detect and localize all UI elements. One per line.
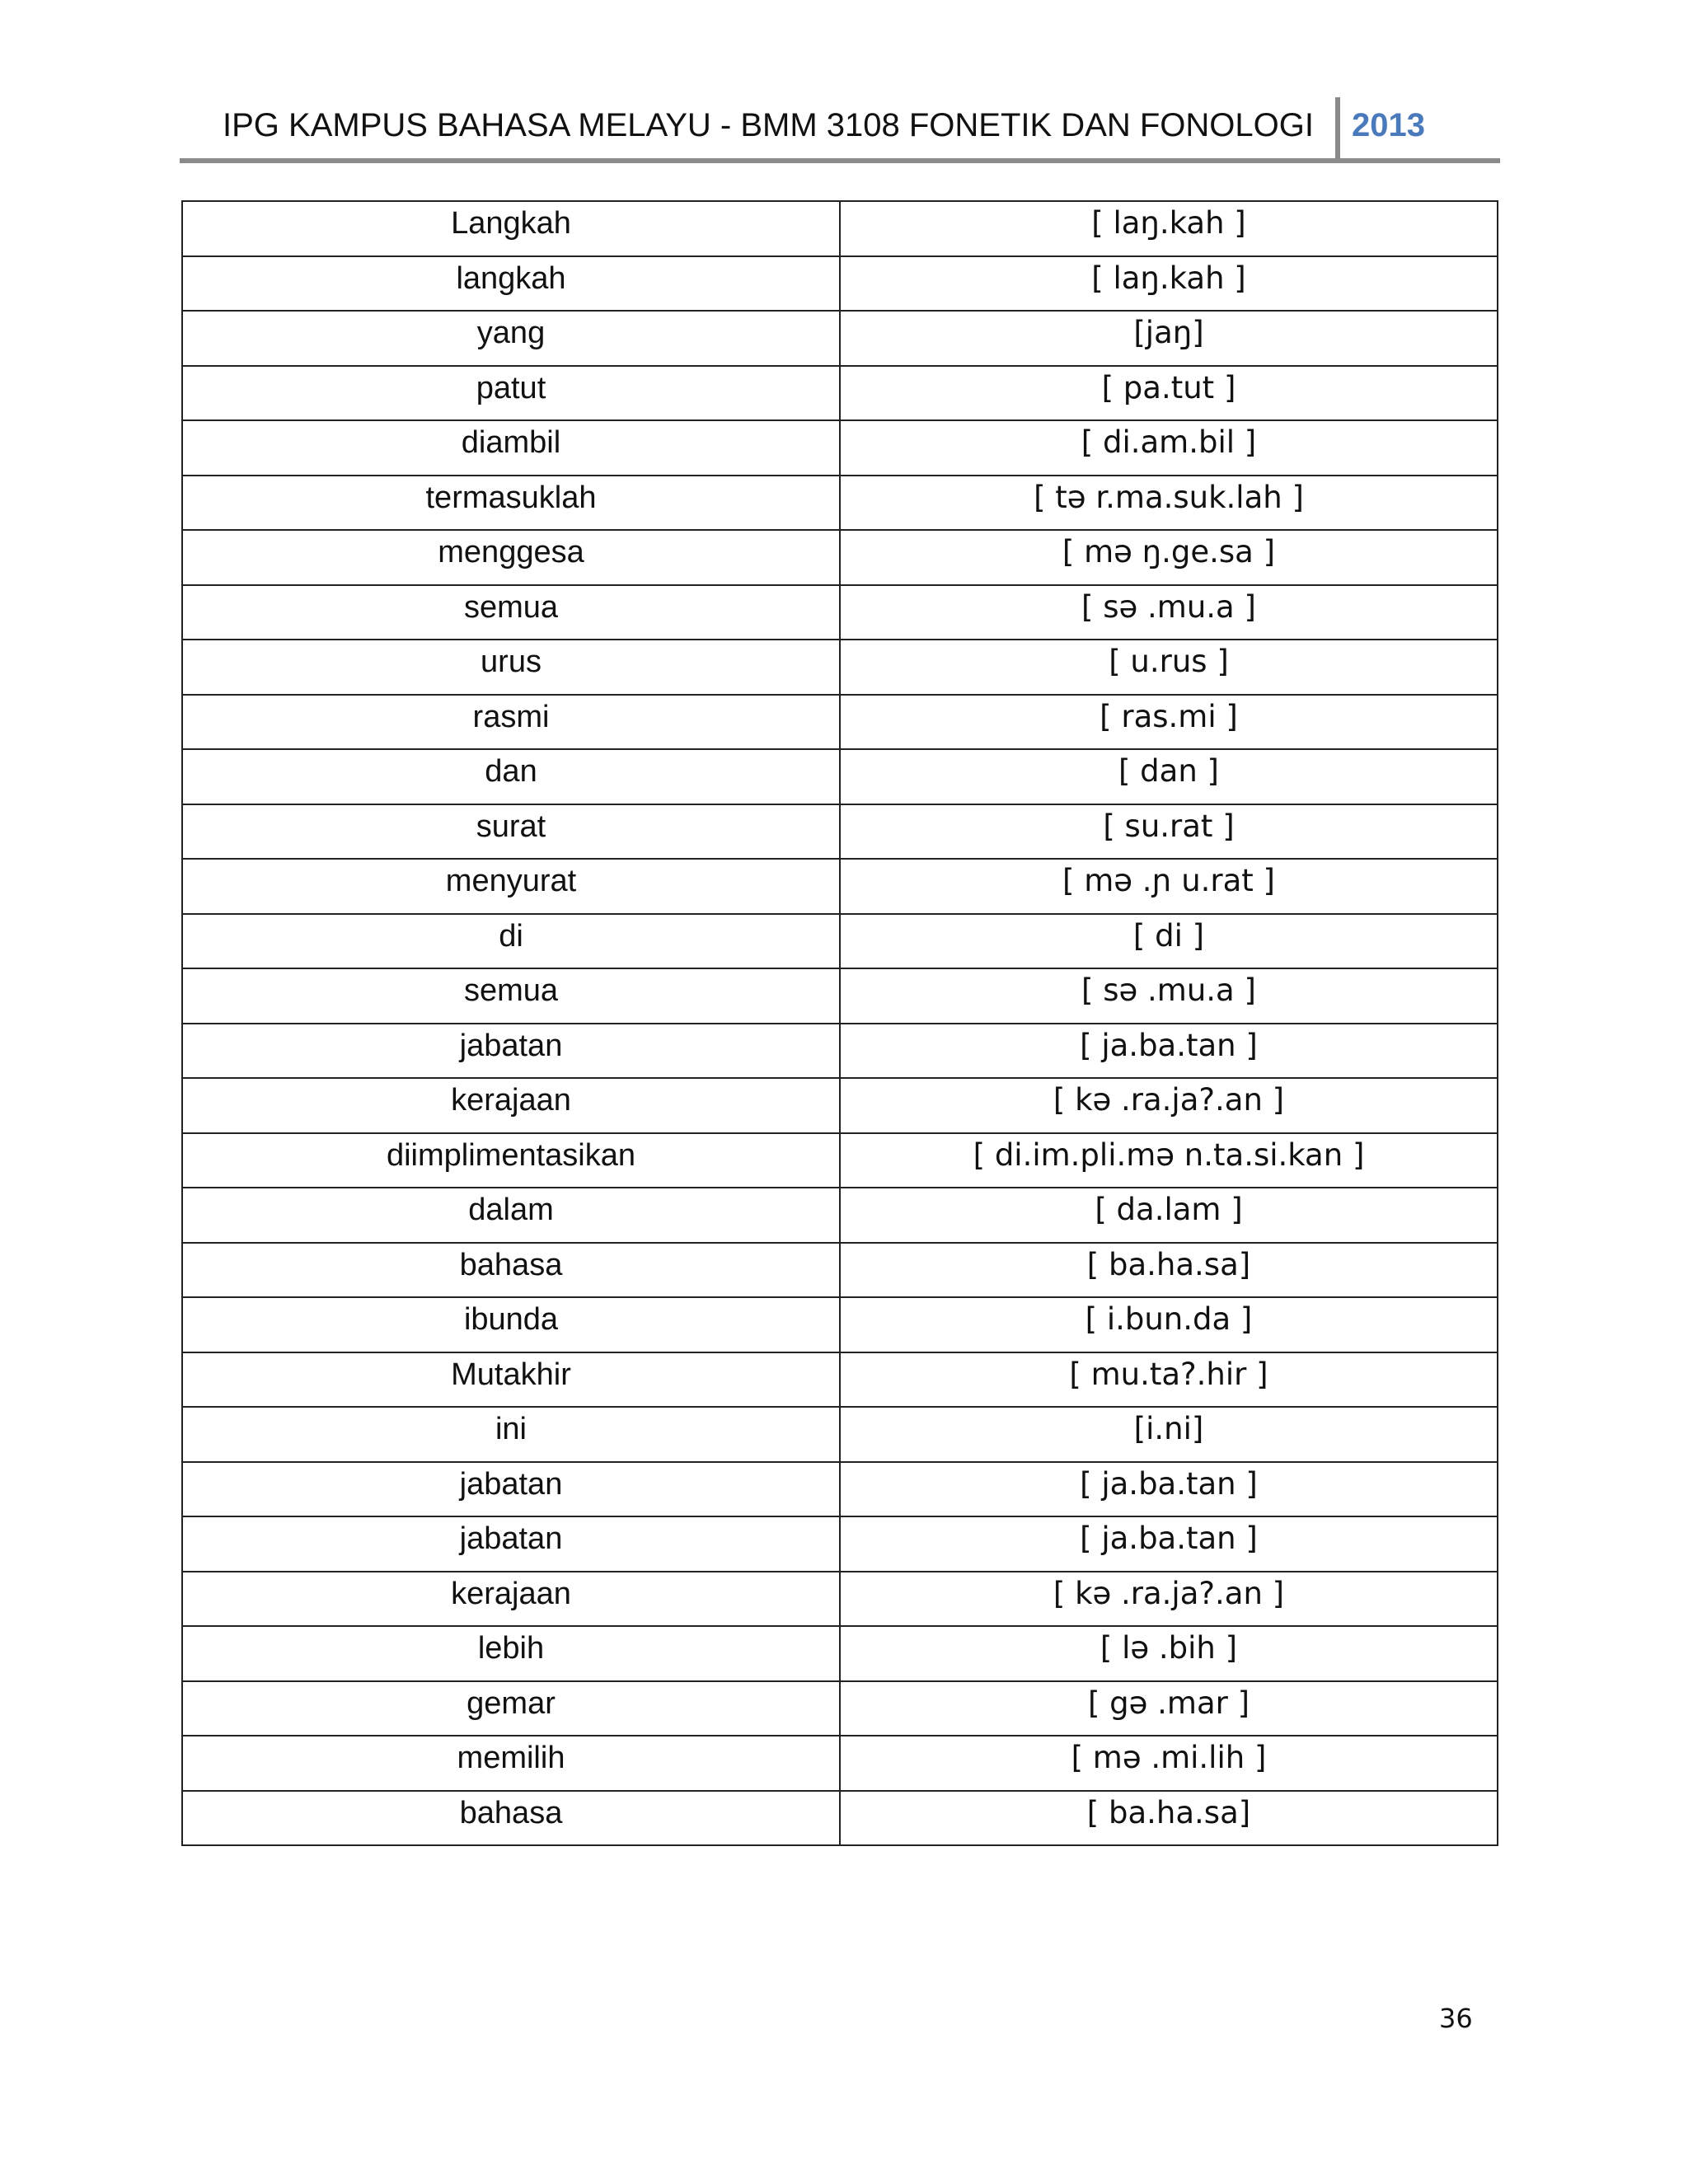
word-cell: Mutakhir (182, 1352, 840, 1408)
word-cell: dalam (182, 1188, 840, 1243)
transcription-cell: [ ba.ha.sa] (840, 1243, 1498, 1298)
word-cell: lebih (182, 1626, 840, 1681)
table-row (182, 1407, 1498, 1462)
transcription-cell: [i.ni] (840, 1407, 1498, 1462)
transcription-cell: [ mə ŋ.ge.sa ] (840, 530, 1498, 585)
word-cell: ibunda (182, 1297, 840, 1352)
word-cell: semua (182, 968, 840, 1024)
table-row (182, 1626, 1498, 1681)
transcription-cell: [ di ] (840, 914, 1498, 969)
transcription-cell: [ sə .mu.a ] (840, 968, 1498, 1024)
transcription-table (181, 200, 1498, 1846)
table-row (182, 1516, 1498, 1572)
transcription-cell: [ kə .ra.ja?.an ] (840, 1078, 1498, 1133)
word-cell: dan (182, 749, 840, 804)
table-row (182, 530, 1498, 585)
word-cell: kerajaan (182, 1572, 840, 1627)
word-cell: ini (182, 1407, 840, 1462)
transcription-cell: [ lə .bih ] (840, 1626, 1498, 1681)
transcription-cell: [ gə .mar ] (840, 1681, 1498, 1736)
word-cell: patut (182, 366, 840, 421)
document-year: 2013 (1352, 107, 1425, 143)
table-row (182, 1791, 1498, 1846)
transcription-table-container (181, 200, 1498, 1846)
word-cell: diimplimentasikan (182, 1133, 840, 1188)
page-header (180, 97, 1500, 163)
table-row (182, 1078, 1498, 1133)
table-row (182, 1297, 1498, 1352)
transcription-cell: [ su.rat ] (840, 804, 1498, 860)
word-cell: termasuklah (182, 476, 840, 531)
table-row (182, 201, 1498, 256)
transcription-cell: [ dan ] (840, 749, 1498, 804)
word-cell: jabatan (182, 1516, 840, 1572)
table-row (182, 1736, 1498, 1791)
table-row (182, 1352, 1498, 1408)
transcription-cell: [ ja.ba.tan ] (840, 1516, 1498, 1572)
word-cell: bahasa (182, 1243, 840, 1298)
table-row (182, 366, 1498, 421)
word-cell: gemar (182, 1681, 840, 1736)
transcription-cell: [ pa.tut ] (840, 366, 1498, 421)
table-row (182, 311, 1498, 366)
table-row (182, 695, 1498, 750)
table-row (182, 476, 1498, 531)
transcription-cell: [ u.rus ] (840, 640, 1498, 695)
transcription-cell: [ sə .mu.a ] (840, 585, 1498, 640)
table-row (182, 1243, 1498, 1298)
table-row (182, 1681, 1498, 1736)
transcription-cell: [ mə .mi.lih ] (840, 1736, 1498, 1791)
page-number: 36 (1439, 2003, 1473, 2034)
word-cell: surat (182, 804, 840, 860)
table-row (182, 1462, 1498, 1517)
table-row (182, 859, 1498, 914)
word-cell: menggesa (182, 530, 840, 585)
table-row (182, 804, 1498, 860)
word-cell: memilih (182, 1736, 840, 1791)
header-divider (1335, 97, 1340, 158)
word-cell: diambil (182, 420, 840, 476)
word-cell: jabatan (182, 1024, 840, 1079)
transcription-cell: [ da.lam ] (840, 1188, 1498, 1243)
transcription-cell: [ laŋ.kah ] (840, 256, 1498, 312)
table-row (182, 914, 1498, 969)
word-cell: kerajaan (182, 1078, 840, 1133)
table-row (182, 420, 1498, 476)
word-cell: yang (182, 311, 840, 366)
table-row (182, 585, 1498, 640)
transcription-cell: [ ja.ba.tan ] (840, 1462, 1498, 1517)
table-row (182, 256, 1498, 312)
word-cell: semua (182, 585, 840, 640)
word-cell: langkah (182, 256, 840, 312)
transcription-cell: [ ja.ba.tan ] (840, 1024, 1498, 1079)
transcription-cell: [ i.bun.da ] (840, 1297, 1498, 1352)
transcription-cell: [jaŋ] (840, 311, 1498, 366)
word-cell: bahasa (182, 1791, 840, 1846)
transcription-table-body (182, 201, 1498, 1845)
word-cell: jabatan (182, 1462, 840, 1517)
transcription-cell: [ di.am.bil ] (840, 420, 1498, 476)
transcription-cell: [ mu.ta?.hir ] (840, 1352, 1498, 1408)
table-row (182, 749, 1498, 804)
word-cell: menyurat (182, 859, 840, 914)
transcription-cell: [ mə .ɲ u.rat ] (840, 859, 1498, 914)
transcription-cell: [ di.im.pli.mə n.ta.si.kan ] (840, 1133, 1498, 1188)
transcription-cell: [ tə r.ma.suk.lah ] (840, 476, 1498, 531)
table-row (182, 1572, 1498, 1627)
word-cell: urus (182, 640, 840, 695)
table-row (182, 1133, 1498, 1188)
transcription-cell: [ kə .ra.ja?.an ] (840, 1572, 1498, 1627)
word-cell: rasmi (182, 695, 840, 750)
table-row (182, 640, 1498, 695)
table-row (182, 1188, 1498, 1243)
transcription-cell: [ ras.mi ] (840, 695, 1498, 750)
word-cell: Langkah (182, 201, 840, 256)
table-row (182, 1024, 1498, 1079)
document-title: IPG KAMPUS BAHASA MELAYU - BMM 3108 FONETIK DAN FONOLOGI (223, 107, 1315, 143)
transcription-cell: [ ba.ha.sa] (840, 1791, 1498, 1846)
table-row (182, 968, 1498, 1024)
transcription-cell: [ laŋ.kah ] (840, 201, 1498, 256)
word-cell: di (182, 914, 840, 969)
